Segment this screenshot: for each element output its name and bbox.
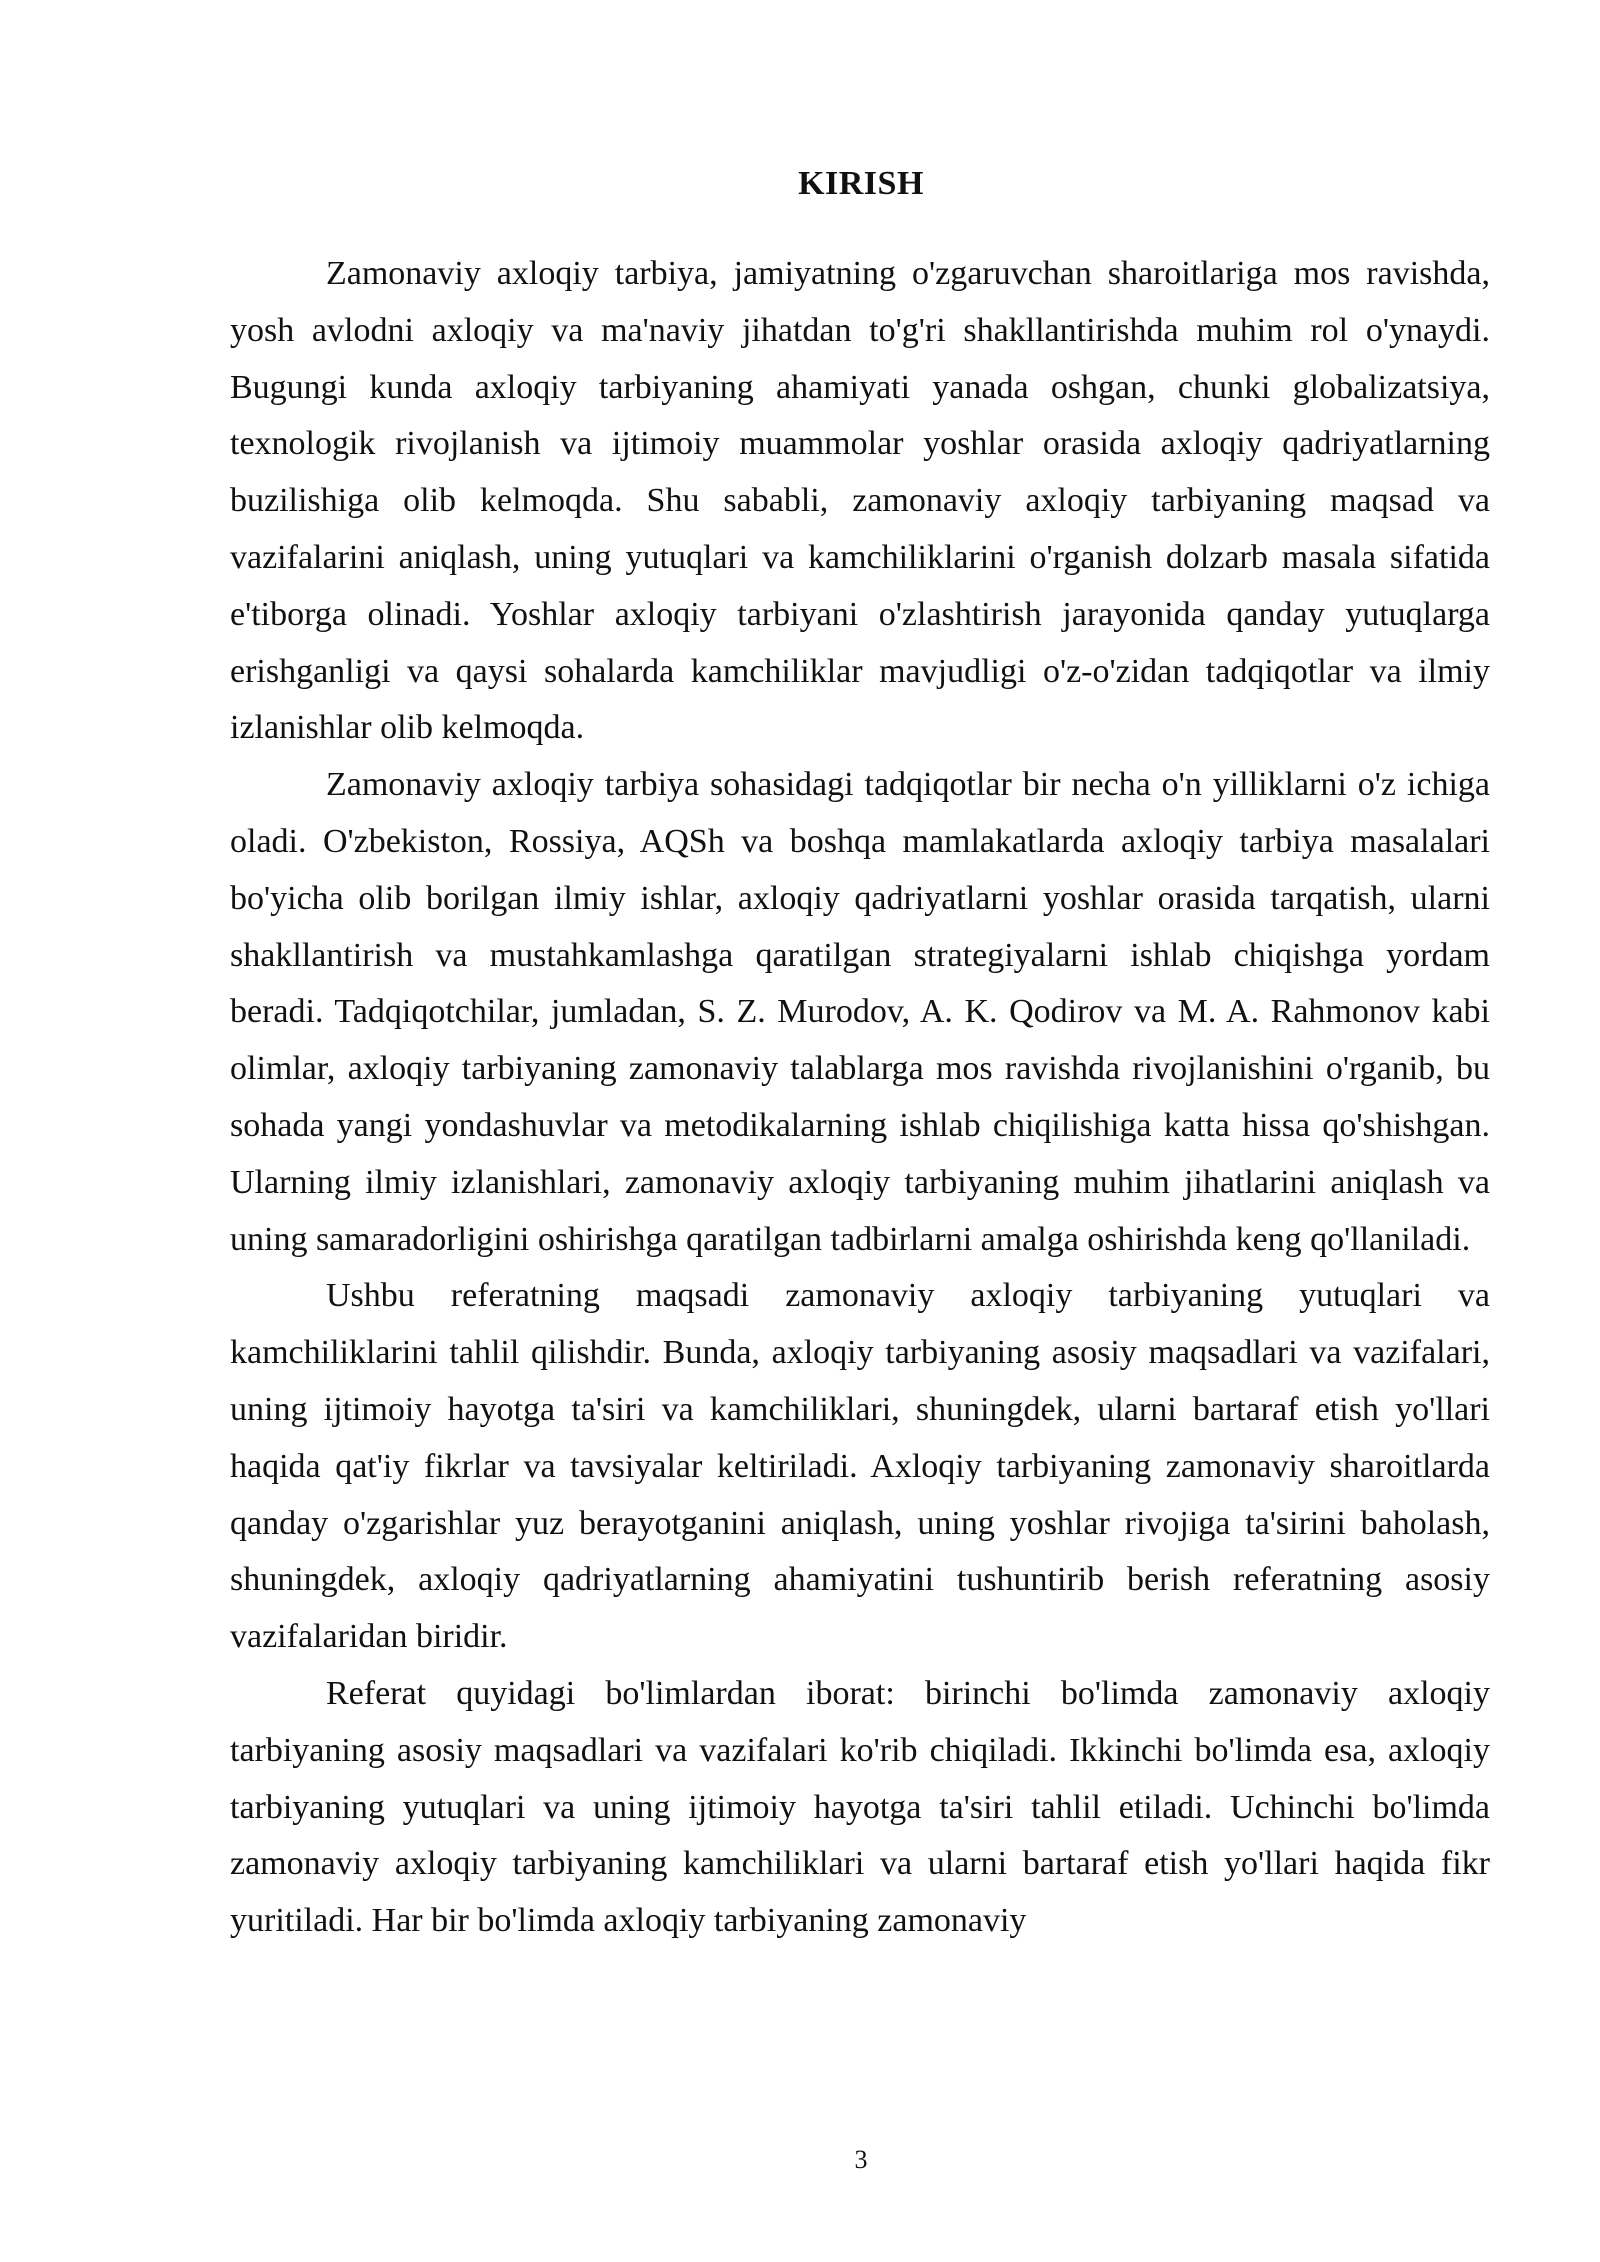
paragraph-1: Zamonaviy axloqiy tarbiya, jamiyatning o'zgaruvchan sharoitlariga mos ravishda, yosh avlodni axloqiy va ma'naviy jihatdan to'g'ri shakllantirishda muhim rol o'ynaydi. Bugungi kunda axloqiy tarbiyaning ahamiyati yanada oshgan, chunki globalizatsiya, texnologik rivojlanish va ijtimoiy muammolar yoshlar orasida axloqiy qadriyatlarning buzilishiga olib kelmoqda. Shu sababli, zamonaviy axloqiy tarbiyaning maqsad va vazifalarini aniqlash, uning yutuqlari va kamchiliklarini o'rganish dolzarb masala sifatida e'tiborga olinadi. Yoshlar axloqiy tarbiyani o'zlashtirish jarayonida qanday yutuqlarga erishganligi va qaysi sohalarda kamchiliklar mavjudligi o'z-o'zidan tadqiqotlar va ilmiy izlanishlar olib kelmoqda. bbox=[230, 255, 1490, 747]
body-text bbox=[230, 246, 1490, 1950]
section-heading: KIRISH bbox=[798, 165, 924, 202]
paragraph-3: Ushbu referatning maqsadi zamonaviy axloqiy tarbiyaning yutuqlari va kamchiliklarini tahlil qilishdir. Bunda, axloqiy tarbiyaning asosiy maqsadlari va vazifalari, uning ijtimoiy hayotga ta'siri va kamchiliklari, shuningdek, ularni bartaraf etish yo'llari haqida qat'iy fikrlar va tavsiyalar keltiriladi. Axloqiy tarbiyaning zamonaviy sharoitlarda qanday o'zgarishlar yuz berayotganini aniqlash, uning yoshlar rivojiga ta'sirini baholash, shuningdek, axloqiy qadriyatlarning ahamiyatini tushuntirib berish referatning asosiy vazifalaridan biridir. bbox=[230, 1277, 1490, 1656]
paragraph-2: Zamonaviy axloqiy tarbiya sohasidagi tadqiqotlar bir necha o'n yilliklarni o'z ichiga oladi. O'zbekiston, Rossiya, AQSh va boshqa mamlakatlarda axloqiy tarbiya masalalari bo'yicha olib borilgan ilmiy ishlar, axloqiy qadriyatlarni yoshlar orasida tarqatish, ularni shakllantirish va mustahkamlashga qaratilgan strategiyalarni ishlab chiqishga yordam beradi. Tadqiqotchilar, jumladan, S. Z. Murodov, A. K. Qodirov va M. A. Rahmonov kabi olimlar, axloqiy tarbiyaning zamonaviy talablarga mos ravishda rivojlanishini o'rganib, bu sohada yangi yondashuvlar va metodikalarning ishlab chiqilishiga katta hissa qo'shishgan. Ularning ilmiy izlanishlari, zamonaviy axloqiy tarbiyaning muhim jihatlarini aniqlash va uning samaradorligini oshirishga qaratilgan tadbirlarni amalga oshirishda keng qo'llaniladi. bbox=[230, 766, 1490, 1258]
paragraph-4: Referat quyidagi bo'limlardan iborat: birinchi bo'limda zamonaviy axloqiy tarbiyaning asosiy maqsadlari va vazifalari ko'rib chiqiladi. Ikkinchi bo'limda esa, axloqiy tarbiyaning yutuqlari va uning ijtimoiy hayotga ta'siri tahlil etiladi. Uchinchi bo'limda zamonaviy axloqiy tarbiyaning kamchiliklari va ularni bartaraf etish yo'llari haqida fikr yuritiladi. Har bir bo'limda axloqiy tarbiyaning zamonaviy bbox=[230, 1674, 1490, 1940]
page-number: 3 bbox=[854, 2145, 868, 2174]
